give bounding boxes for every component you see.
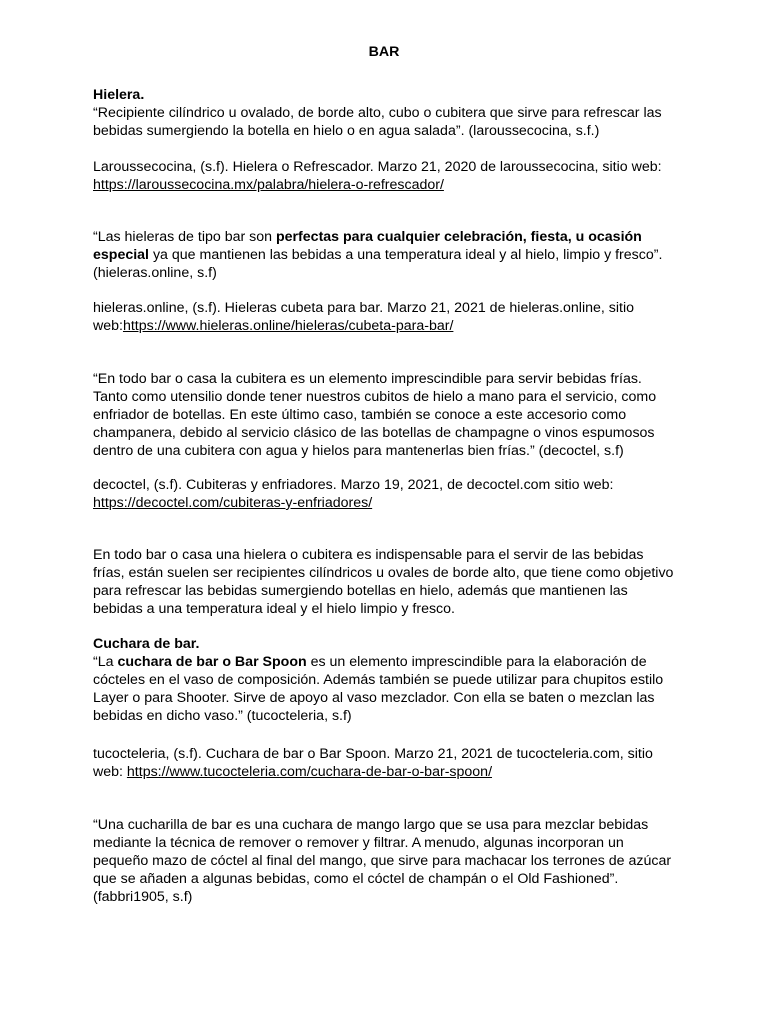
quote-line: bebidas sumergiendo la botella en hielo o en agua salada”. (laroussecocina, s.f.) <box>93 123 600 139</box>
quote-line: mediante la técnica de remover o remover y filtrar. A menudo, algunas incorporan un <box>93 835 624 851</box>
quote-line: enfriador de botellas. En este último caso, también se conoce a este accesorio como <box>93 407 627 423</box>
paragraph-line: frías, están suelen ser recipientes cilíndricos u ovales de borde alto, que tiene como objetivo <box>93 565 674 581</box>
quote-line: “En todo bar o casa la cubitera es un elemento imprescindible para servir bebidas frías. <box>93 371 642 387</box>
paragraph-line: En todo bar o casa una hielera o cubitera es indispensable para el servir de las bebidas <box>93 547 644 563</box>
reference-laroussecocina <box>93 158 683 194</box>
document-title: BAR <box>368 44 400 60</box>
quote-line: “Las hieleras de tipo bar son perfectas para cualquier celebración, fiesta, u ocasión <box>93 229 642 245</box>
section-hielera <box>93 86 683 140</box>
reference-text: Laroussecocina, (s.f). Hielera o Refrescador. Marzo 21, 2020 de laroussecocina, sitio web: <box>93 159 662 175</box>
quote-line: que se añaden a algunas bebidas, como el cóctel de champán o el Old Fashioned”. <box>93 871 619 887</box>
reference-link[interactable]: https://decoctel.com/cubiteras-y-enfriadores/ <box>93 495 373 511</box>
quote-hieleras-online <box>93 228 683 282</box>
quote-line: bebidas en dicho vaso.” (tucocteleria, s.f) <box>93 708 352 724</box>
quote-line: especial ya que mantienen las bebidas a una temperatura ideal y al hielo, limpio y fresco”. <box>93 247 663 263</box>
reference-text: hieleras.online, (s.f). Hieleras cubeta para bar. Marzo 21, 2021 de hieleras.online, sitio <box>93 300 635 316</box>
quote-line: “Una cucharilla de bar es una cuchara de mango largo que se usa para mezclar bebidas <box>93 817 649 833</box>
reference-hieleras-online <box>93 299 683 335</box>
quote-line: cócteles en el vaso de composición. Además también se puede utilizar para chupitos estilo <box>93 672 664 688</box>
reference-prefix: web: <box>93 318 123 334</box>
quote-line: “Recipiente cilíndrico u ovalado, de borde alto, cubo o cubitera que sirve para refrescar las <box>93 105 662 121</box>
quote-line: Tanto como utensilio donde tener nuestros cubitos de hielo a mano para el servicio, como <box>93 389 657 405</box>
quote-line: dentro de una cubitera con agua y hielos para mantenerlas bien frías.” (decoctel, s.f) <box>93 443 624 459</box>
section-cuchara <box>93 635 683 725</box>
reference-prefix: web: <box>93 764 127 780</box>
quote-line: (hieleras.online, s.f) <box>93 265 217 281</box>
paragraph-line: para refrescar las bebidas sumergiendo botellas en hielo, además que mantienen las <box>93 583 628 599</box>
quote-line: (fabbri1905, s.f) <box>93 889 193 905</box>
reference-text: decoctel, (s.f). Cubiteras y enfriadores. Marzo 19, 2021, de decoctel.com sitio web: <box>93 477 614 493</box>
reference-link[interactable]: https://www.hieleras.online/hieleras/cubeta-para-bar/ <box>122 318 454 334</box>
reference-tucocteleria <box>93 745 683 781</box>
reference-link[interactable]: https://laroussecocina.mx/palabra/hielera-o-refrescador/ <box>93 177 444 193</box>
reference-text: tucocteleria, (s.f). Cuchara de bar o Bar Spoon. Marzo 21, 2021 de tucocteleria.com, sitio <box>93 746 653 762</box>
quote-line: Layer o para Shooter. Sirve de apoyo al vaso mezclador. Con ella se baten o mezclan las <box>93 690 655 706</box>
summary-paragraph <box>93 546 683 618</box>
quote-line: pequeño mazo de cóctel al final del mango, que sirve para machacar los terrones de azúcar <box>93 853 672 869</box>
quote-decoctel <box>93 370 683 460</box>
reference-link[interactable]: https://www.tucocteleria.com/cuchara-de-bar-o-bar-spoon/ <box>126 764 493 780</box>
paragraph-line: bebidas a una temperatura ideal y el hielo limpio y fresco. <box>93 601 455 617</box>
section-heading: Cuchara de bar. <box>93 636 200 652</box>
section-heading: Hielera. <box>93 87 145 103</box>
quote-line: champanera, debido al servicio clásico de las botellas de champagne o vinos espumosos <box>93 425 655 441</box>
quote-line: “La cuchara de bar o Bar Spoon es un elemento imprescindible para la elaboración de <box>93 654 647 670</box>
reference-decoctel <box>93 476 683 512</box>
quote-fabbri <box>93 816 683 906</box>
